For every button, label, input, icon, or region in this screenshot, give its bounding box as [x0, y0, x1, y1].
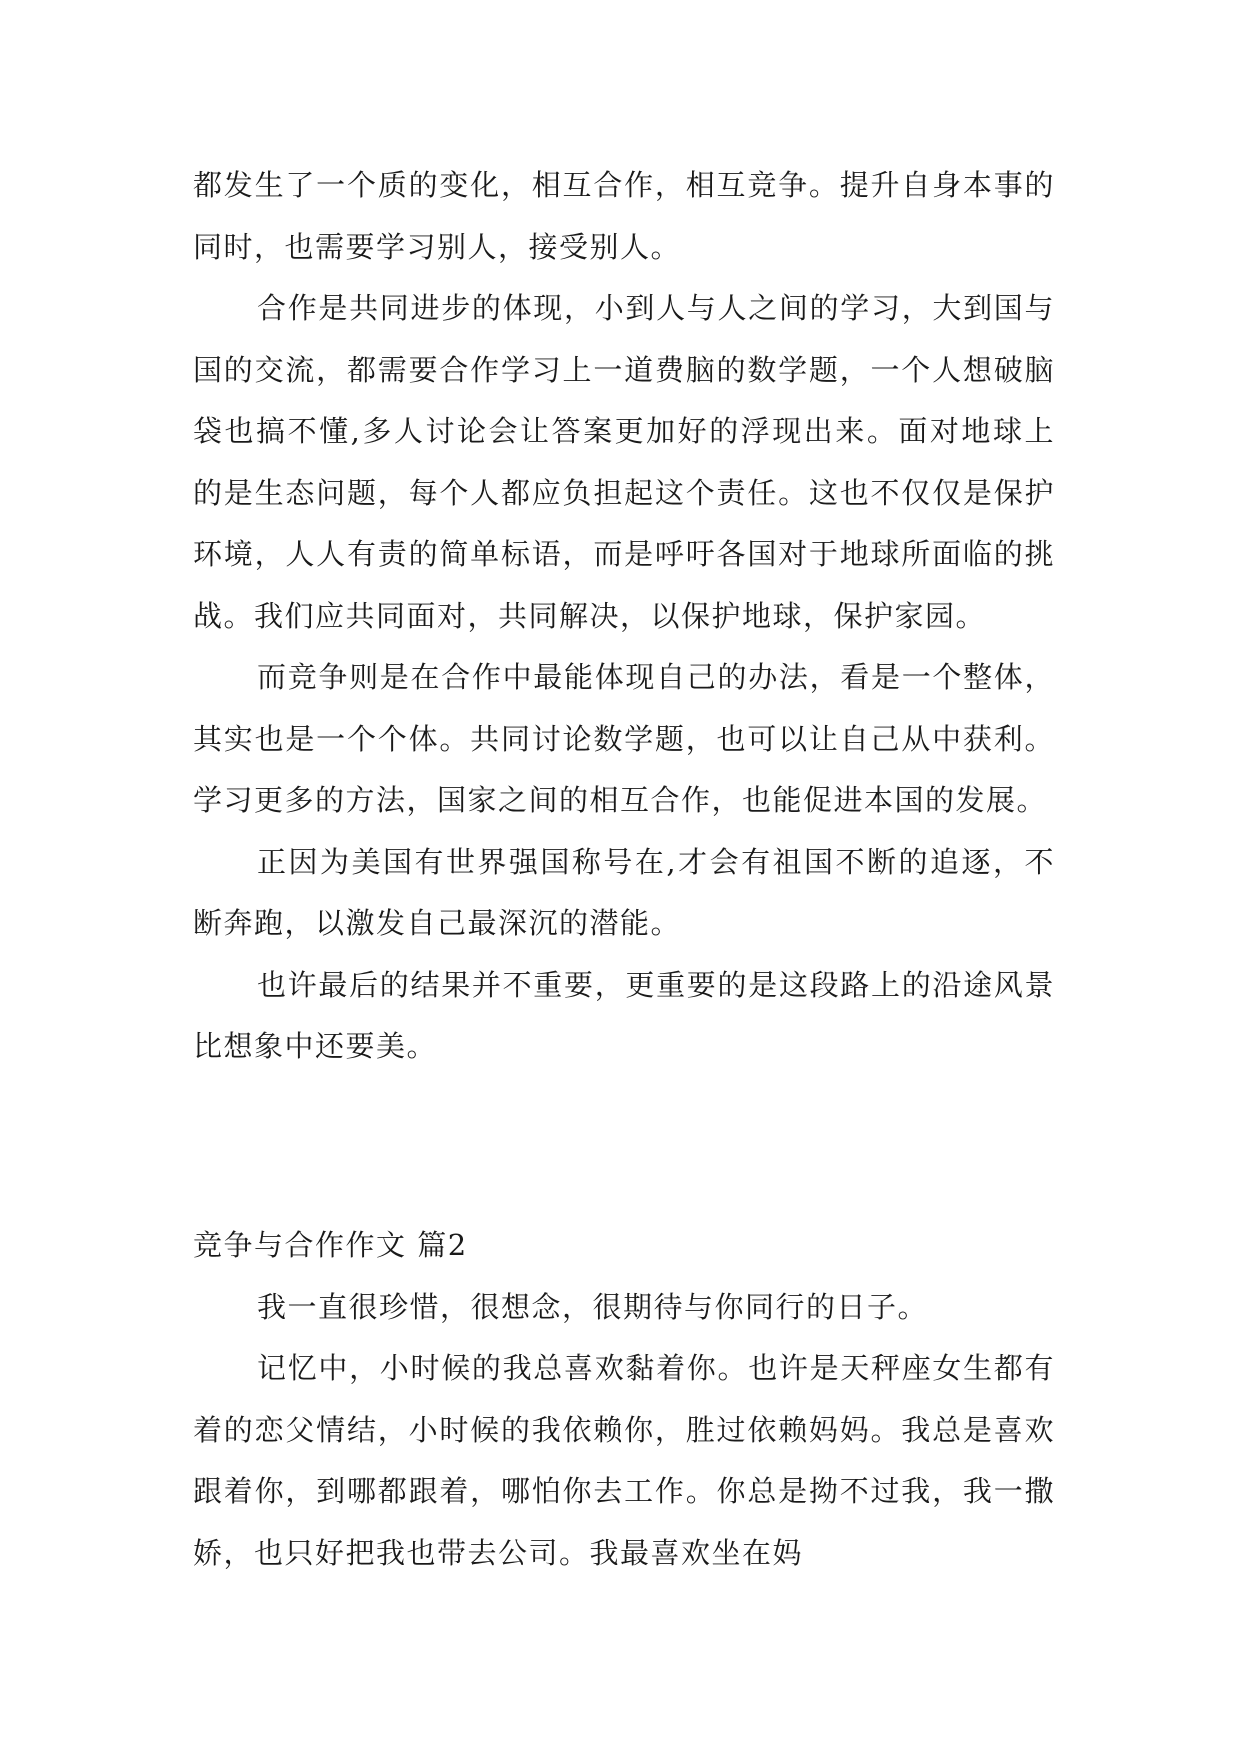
paragraph-pursuit: 正因为美国有世界强国称号在,才会有祖国不断的追逐，不断奔跑，以激发自己最深沉的潜能。	[193, 844, 1055, 940]
paragraph-conclusion: 也许最后的结果并不重要，更重要的是这段路上的沿途风景比想象中还要美。	[193, 967, 1055, 1063]
essay-part-1	[193, 155, 1055, 1078]
paragraph-memory: 记忆中，小时候的我总喜欢黏着你。也许是天秤座女生都有着的恋父情结，小时候的我依赖你，胜过依赖妈妈。我总是喜欢跟着你，到哪都跟着，哪怕你去工作。你总是拗不过我，我一撒娇，也只好把我也带去公司。我最喜欢坐在妈	[193, 1351, 1055, 1570]
essay-part-2	[193, 1215, 1055, 1584]
paragraph-competition: 而竞争则是在合作中最能体现自己的办法，看是一个整体，其实也是一个个体。共同讨论数学题，也可以让自己从中获利。学习更多的方法，国家之间的相互合作，也能促进本国的发展。	[193, 660, 1055, 817]
paragraph-cooperation: 合作是共同进步的体现，小到人与人之间的学习，大到国与国的交流，都需要合作学习上一道费脑的数学题，一个人想破脑袋也搞不懂,多人讨论会让答案更加好的浮现出来。面对地球上的是生态问题，每个人都应负担起这个责任。这也不仅仅是保护环境，人人有责的简单标语，而是呼吁各国对于地球所面临的挑战。我们应共同面对，共同解决，以保护地球，保护家园。	[193, 291, 1055, 633]
paragraph-opening: 我一直很珍惜，很想念，很期待与你同行的日子。	[257, 1289, 929, 1324]
essay-heading: 竞争与合作作文 篇2	[193, 1228, 468, 1262]
paragraph-continuation: 都发生了一个质的变化，相互合作，相互竞争。提升自身本事的同时，也需要学习别人，接受别人。	[193, 168, 1055, 264]
